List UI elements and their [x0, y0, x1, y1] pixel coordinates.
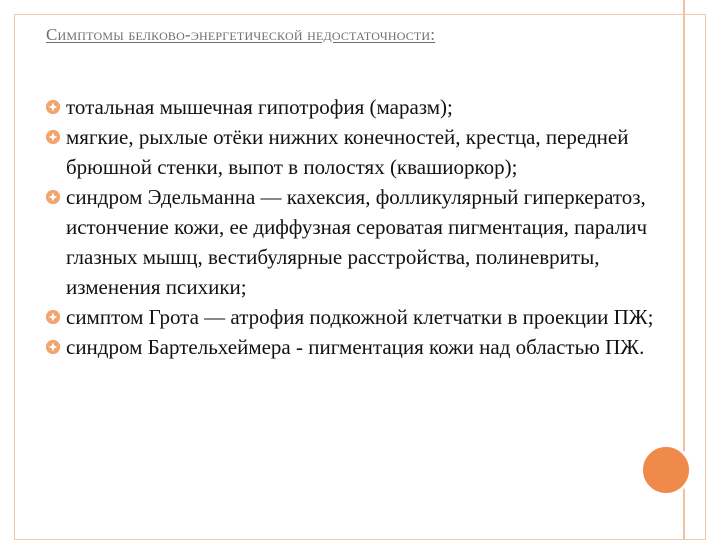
bullet-text: мягкие, рыхлые отёки нижних конечностей, крестца, передней брюшной стенки, выпот в полостях (квашиоркор);	[66, 125, 629, 179]
flower-bullet-icon	[46, 130, 60, 144]
bullet-item	[46, 92, 666, 122]
slide-title-text: Симптомы белково-энергетической недостаточности:	[46, 25, 436, 44]
bullet-list	[46, 92, 666, 362]
flower-bullet-icon	[46, 100, 60, 114]
flower-bullet-icon	[46, 190, 60, 204]
flower-bullet-icon	[46, 340, 60, 354]
flower-bullet-icon	[46, 310, 60, 324]
bullet-text: синдром Эдельманна — кахексия, фолликулярный гиперкератоз, истончение кожи, ее диффузная сероватая пигментация, паралич глазных мышц, вестибулярные расстройства, полиневриты, изменения психики;	[66, 185, 648, 299]
bullet-text: синдром Бартельхеймера - пигментация кожи над областью ПЖ.	[66, 335, 645, 359]
bullet-item	[46, 122, 666, 182]
slide-title	[46, 18, 606, 52]
bullet-item	[46, 302, 666, 332]
bullet-text: тотальная мышечная гипотрофия (маразм);	[66, 95, 453, 119]
bullet-item	[46, 182, 666, 302]
bullet-item	[46, 332, 666, 362]
bullet-text: симптом Грота — атрофия подкожной клетчатки в проекции ПЖ;	[66, 305, 654, 329]
decorative-circle-icon	[640, 444, 692, 496]
